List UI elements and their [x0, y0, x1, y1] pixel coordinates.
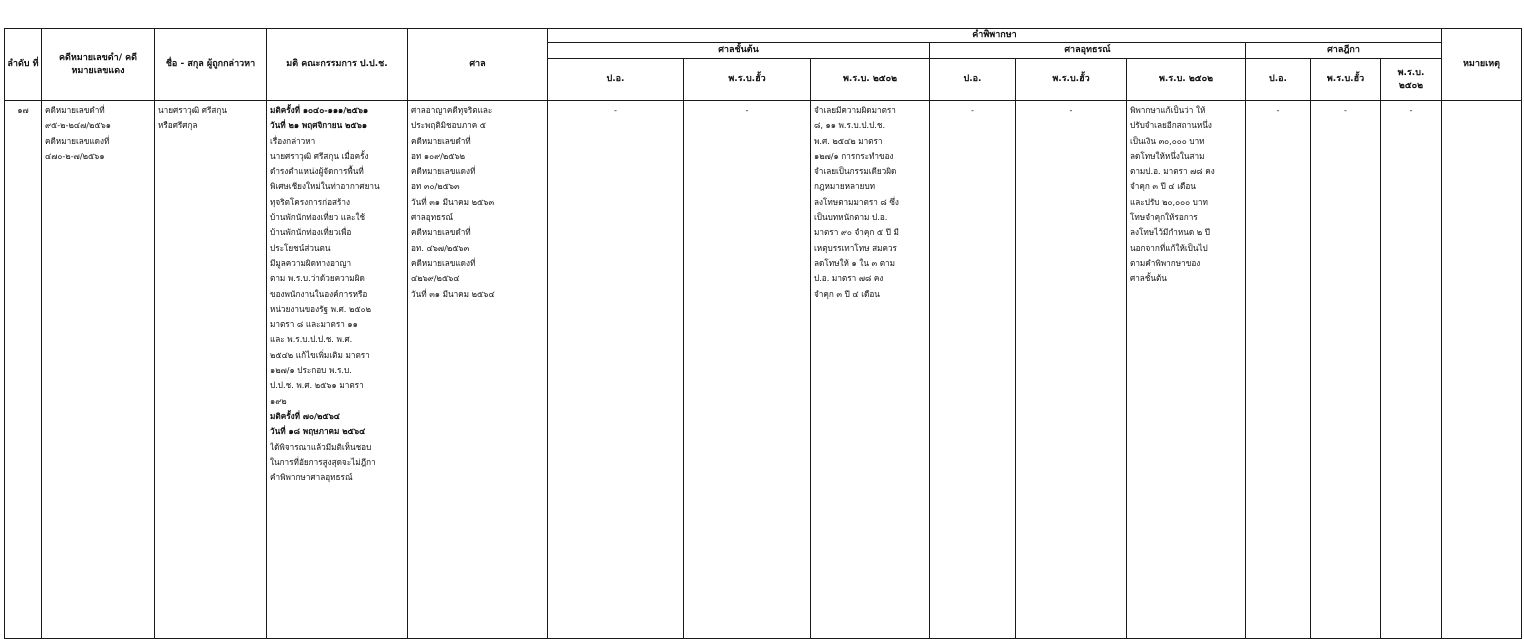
- court-line-7: วันที่ ๓๑ มีนาคม ๒๕๖๓: [411, 196, 495, 207]
- case-line-2: ๙๕-๒-๒๔๗/๒๕๖๑: [45, 120, 111, 131]
- resolution-line-14: หน่วยงานของรัฐ พ.ศ. ๒๕๐๒: [270, 303, 372, 314]
- name-line-1: นายศราวุฒิ ศรีสกุน: [158, 105, 227, 115]
- court-line-10: อท. ๔๖๗/๒๕๖๓: [411, 242, 470, 253]
- appeal-act-line-3: เป็นเงิน ๓๐,๐๐๐ บาท: [1130, 135, 1205, 146]
- case-line-3: คดีหมายเลขแดงที่: [45, 135, 110, 146]
- header-supreme-act-line-2: ๒๕๐๒: [1398, 80, 1424, 91]
- court-line-9: คดีหมายเลขดำที่: [411, 227, 471, 238]
- resolution-line-8: บ้านพักนักท่องเที่ยว และใช้: [270, 212, 366, 223]
- cell-supreme-collusion-act: -: [1311, 101, 1381, 639]
- first-act-line-2: ๘, ๑๑ พ.ร.บ.ป.ป.ช.: [814, 120, 886, 131]
- cell-court: [408, 101, 548, 639]
- first-act-line-7: ลงโทษตามมาตรา ๘ ซึ่ง: [814, 196, 899, 207]
- judgment-table: [4, 28, 1522, 639]
- first-act-line-1: จำเลยมีความผิดมาตรา: [814, 105, 896, 115]
- appeal-act-line-10: นอกจากที่แก้ให้เป็นไป: [1130, 242, 1208, 253]
- first-act-line-6: กฎหมายหลายบท: [814, 181, 876, 192]
- resolution-line-25: คำพิพากษาศาลอุทธรณ์: [270, 472, 353, 483]
- header-court-first-instance: ศาลชั้นต้น: [548, 43, 930, 59]
- header-appeal-act-2502: พ.ร.บ. ๒๕๐๒: [1127, 59, 1246, 101]
- resolution-line-23: ได้พิจารณาแล้วมีมติเห็นชอบ: [270, 441, 372, 452]
- appeal-act-line-11: ตามคำพิพากษาของ: [1130, 257, 1201, 268]
- header-supreme-act-line-1: พ.ร.บ.: [1397, 67, 1425, 78]
- first-act-line-13: จำคุก ๓ ปี ๔ เดือน: [814, 288, 880, 299]
- first-act-line-8: เป็นบทหนักตาม ป.อ.: [814, 212, 888, 223]
- name-line-2: หรือศรีศกุล: [158, 120, 198, 131]
- resolution-line-18: ๑๒๗/๑ ประกอบ พ.ร.บ.: [270, 365, 352, 376]
- first-act-line-3: พ.ศ. ๒๕๔๒ มาตรา: [814, 135, 883, 146]
- cell-first-collusion-act: -: [684, 101, 811, 639]
- header-appeal-collusion-act: พ.ร.บ.ฮั้ว: [1016, 59, 1127, 101]
- cell-remark: [1442, 101, 1522, 639]
- cell-case-number: [42, 101, 155, 639]
- appeal-act-line-7: และปรับ ๒๐,๐๐๐ บาท: [1130, 196, 1208, 207]
- header-first-act-2502: พ.ร.บ. ๒๕๐๒: [811, 59, 930, 101]
- case-line-4: ๔๗๐-๒-๗/๒๕๖๑: [45, 150, 105, 161]
- court-line-3: คดีหมายเลขดำที่: [411, 135, 471, 146]
- cell-appeal-act-2502: [1127, 101, 1246, 639]
- resolution-line-4: นายศราวุฒิ ศรีสกุน เมื่อครั้ง: [270, 150, 369, 161]
- resolution-line-3: เรื่องกล่าวหา: [270, 135, 316, 146]
- header-case-number: คดีหมายเลขดำ/ คดีหมายเลขแดง: [42, 29, 155, 101]
- header-court-appeal: ศาลอุทธรณ์: [930, 43, 1246, 59]
- court-line-4: อท ๑๐๙/๒๕๖๒: [411, 150, 466, 161]
- court-line-12: ๔๒๖๙/๒๕๖๔: [411, 273, 460, 284]
- cell-first-act-2502: [811, 101, 930, 639]
- resolution-line-13: ของพนักงานในองค์การหรือ: [270, 288, 368, 299]
- resolution-line-15: มาตรา ๘ และมาตรา ๑๑: [270, 319, 358, 330]
- court-line-2: ประพฤติมิชอบภาค ๕: [411, 120, 487, 131]
- header-court-supreme: ศาลฎีกา: [1246, 43, 1442, 59]
- header-remark: หมายเหตุ: [1442, 29, 1522, 101]
- header-order: ลำดับ ที่: [5, 29, 42, 101]
- resolution-line-24: ในการที่อัยการสูงสุดจะไม่ฎีกา: [270, 456, 376, 467]
- first-act-line-4: ๑๒๗/๑ การกระทำของ: [814, 150, 894, 161]
- court-line-13: วันที่ ๓๑ มีนาคม ๒๕๖๔: [411, 288, 495, 299]
- header-judgment: คำพิพากษา: [548, 29, 1442, 43]
- resolution-line-20: ๑๙๒: [270, 395, 287, 406]
- appeal-act-line-8: โทษจำคุกให้รอการ: [1130, 212, 1198, 223]
- resolution-line-2: วันที่ ๒๑ พฤศจิกายน ๒๕๖๑: [270, 120, 368, 131]
- header-first-collusion-act: พ.ร.บ.ฮั้ว: [684, 59, 811, 101]
- resolution-line-19: ป.ป.ช. พ.ศ. ๒๕๖๑ มาตรา: [270, 380, 364, 391]
- resolution-line-7: ทุจริตโครงการก่อสร้าง: [270, 196, 350, 207]
- appeal-act-line-4: ลดโทษให้หนึ่งในสาม: [1130, 150, 1205, 161]
- header-supreme-criminal-code: ป.อ.: [1246, 59, 1311, 101]
- resolution-line-17: ๒๕๔๒ แก้ไขเพิ่มเติม มาตรา: [270, 349, 370, 360]
- header-nacc-resolution: มติ คณะกรรมการ ป.ป.ช.: [267, 29, 408, 101]
- court-line-6: อท ๓๐/๒๕๖๓: [411, 181, 460, 192]
- header-supreme-collusion-act: พ.ร.บ.ฮั้ว: [1311, 59, 1381, 101]
- first-act-line-10: เหตุบรรเทาโทษ สมควร: [814, 242, 897, 253]
- cell-nacc-resolution: [267, 101, 408, 639]
- first-act-line-11: ลดโทษให้ ๑ ใน ๓ ตาม: [814, 257, 896, 268]
- resolution-line-5: ดำรงตำแหน่งผู้จัดการพื้นที่: [270, 166, 364, 177]
- court-line-5: คดีหมายเลขแดงที่: [411, 166, 476, 177]
- resolution-line-11: มีมูลความผิดทางอาญา: [270, 257, 352, 268]
- cell-first-criminal-code: -: [548, 101, 684, 639]
- resolution-line-6: พิเศษเชียงใหม่ในท่าอากาศยาน: [270, 181, 380, 192]
- cell-supreme-criminal-code: -: [1246, 101, 1311, 639]
- resolution-line-9: บ้านพักนักท่องเที่ยวเพื่อ: [270, 227, 352, 238]
- header-supreme-act-2502: [1381, 59, 1442, 101]
- resolution-line-22: วันที่ ๑๘ พฤษภาคม ๒๕๖๔: [270, 426, 366, 437]
- appeal-act-line-1: พิพากษาแก้เป็นว่า ให้: [1130, 105, 1206, 115]
- header-appeal-criminal-code: ป.อ.: [930, 59, 1016, 101]
- header-first-criminal-code: ป.อ.: [548, 59, 684, 101]
- appeal-act-line-5: ตามป.อ. มาตรา ๗๘ คง: [1130, 166, 1215, 177]
- court-line-8: ศาลอุทธรณ์: [411, 212, 454, 223]
- cell-supreme-act-2502: -: [1381, 101, 1442, 639]
- resolution-line-16: และ พ.ร.บ.ป.ป.ช. พ.ศ.: [270, 334, 353, 345]
- first-act-line-9: มาตรา ๙๐ จำคุก ๕ ปี มี: [814, 227, 899, 238]
- resolution-line-12: ตาม พ.ร.บ.ว่าด้วยความผิด: [270, 273, 365, 284]
- cell-order: ๑๗: [5, 101, 42, 639]
- first-act-line-5: จำเลยเป็นกรรมเดียวผิด: [814, 166, 897, 177]
- resolution-line-1: มติครั้งที่ ๑๐๔๐-๑๑๑/๒๕๖๑: [270, 105, 369, 115]
- appeal-act-line-6: จำคุก ๓ ปี ๔ เดือน: [1130, 181, 1196, 192]
- case-line-1: คดีหมายเลขดำที่: [45, 105, 105, 115]
- appeal-act-line-12: ศาลชั้นต้น: [1130, 273, 1167, 284]
- appeal-act-line-2: ปรับจำเลยอีกสถานหนึ่ง: [1130, 120, 1212, 131]
- appeal-act-line-9: ลงโทษไว้มีกำหนด ๒ ปี: [1130, 227, 1210, 238]
- first-act-line-12: ป.อ. มาตรา ๗๘ คง: [814, 273, 884, 284]
- header-accused-name: ชื่อ - สกุล ผู้ถูกกล่าวหา: [155, 29, 267, 101]
- resolution-line-21: มติครั้งที่ ๗๐/๒๕๖๔: [270, 410, 340, 421]
- resolution-line-10: ประโยชน์ส่วนตน: [270, 242, 331, 253]
- header-court: ศาล: [408, 29, 548, 101]
- court-line-1: ศาลอาญาคดีทุจริตและ: [411, 105, 493, 115]
- court-line-11: คดีหมายเลขแดงที่: [411, 257, 476, 268]
- cell-appeal-criminal-code: -: [930, 101, 1016, 639]
- cell-accused-name: [155, 101, 267, 639]
- cell-appeal-collusion-act: -: [1016, 101, 1127, 639]
